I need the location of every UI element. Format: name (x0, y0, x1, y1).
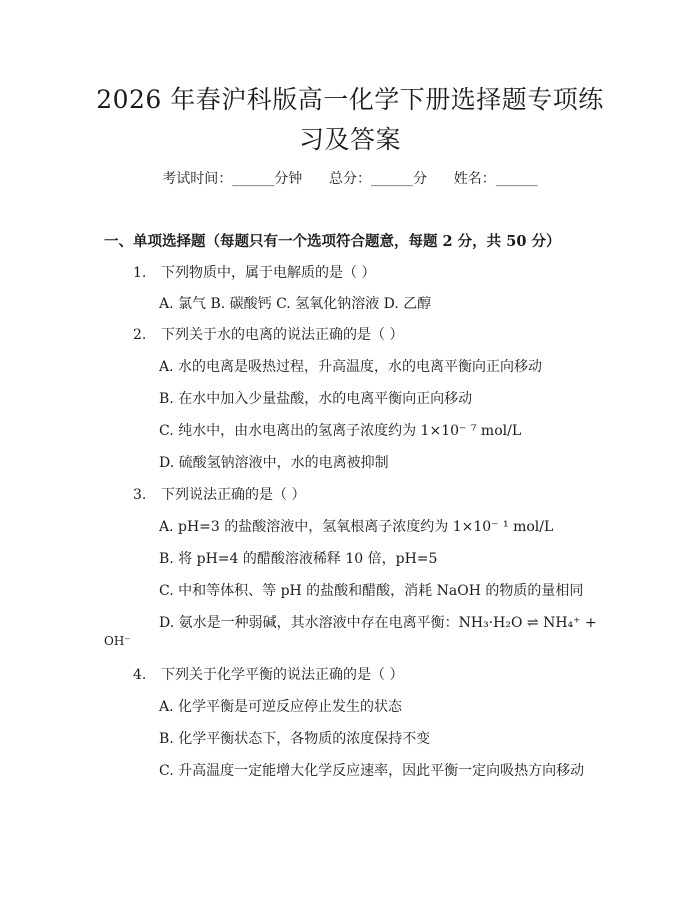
question-2-option-a: A. 水的电离是吸热过程，升高温度，水的电离平衡向正向移动 (159, 359, 543, 375)
question-2-option-d: D. 硫酸氢钠溶液中，水的电离被抑制 (159, 455, 389, 471)
question-3-option-d: D. 氨水是一种弱碱，其水溶液中存在电离平衡：NH₃·H₂O ⇌ NH₄⁺ + (159, 615, 597, 631)
question-number: 3. (133, 487, 147, 503)
question-3-option-b: B. 将 pH=4 的醋酸溶液稀释 10 倍，pH=5 (159, 551, 438, 567)
question-stem: 下列说法正确的是（ ） (161, 487, 306, 503)
question-stem: 下列关于化学平衡的说法正确的是（ ） (161, 667, 404, 683)
question-4 (133, 664, 403, 684)
question-3-option-c: C. 中和等体积、等 pH 的盐酸和醋酸，消耗 NaOH 的物质的量相同 (159, 583, 584, 599)
question-stem: 下列关于水的电离的说法正确的是（ ） (161, 327, 404, 343)
question-2-option-b: B. 在水中加入少量盐酸，水的电离平衡向正向移动 (159, 391, 473, 407)
document-title-line-1: 2026 年春沪科版高一化学下册选择题专项练 (96, 85, 604, 114)
question-3-option-d-continuation: OH⁻ (104, 634, 131, 648)
question-3-option-a: A. pH=3 的盐酸溶液中，氢氧根离子浓度约为 1×10⁻ ¹ mol/L (159, 519, 554, 535)
question-stem: 下列物质中，属于电解质的是（ ） (161, 265, 376, 281)
question-3 (133, 484, 305, 504)
question-2 (133, 324, 403, 344)
question-number: 2. (133, 327, 147, 343)
question-1-options: A. 氯气 B. 碳酸钙 C. 氢氧化钠溶液 D. 乙醇 (159, 296, 432, 312)
question-4-option-c: C. 升高温度一定能增大化学反应速率，因此平衡一定向吸热方向移动 (159, 763, 585, 779)
document-title-line-2: 习及答案 (298, 125, 401, 154)
question-1 (133, 262, 375, 282)
question-4-option-a: A. 化学平衡是可逆反应停止发生的状态 (159, 699, 403, 715)
question-2-option-c: C. 纯水中，由水电离出的氢离子浓度约为 1×10⁻ ⁷ mol/L (159, 423, 522, 439)
exam-info-line: 考试时间：______分钟 总分：______分 姓名：______ (162, 171, 538, 187)
section-heading: 一、单项选择题（每题只有一个选项符合题意，每题 2 分，共 50 分） (104, 233, 561, 250)
question-4-option-b: B. 化学平衡状态下，各物质的浓度保持不变 (159, 731, 431, 747)
question-number: 1. (133, 265, 147, 281)
question-number: 4. (133, 667, 147, 683)
